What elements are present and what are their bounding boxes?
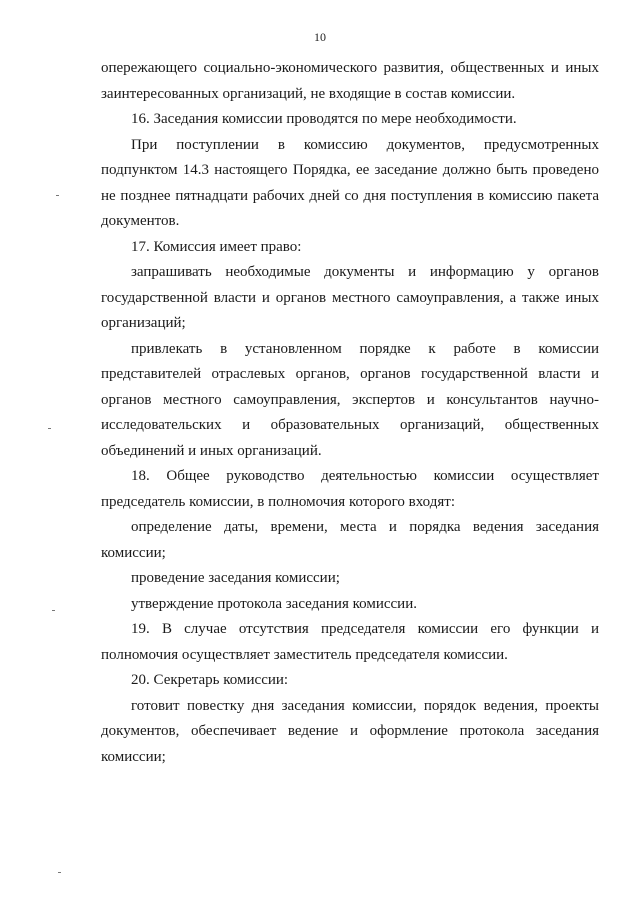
paragraph-18-item-1: определение даты, времени, места и порядка ведения заседания комиссии; (101, 519, 599, 561)
paragraph-18-item-2: проведение заседания комиссии; (131, 570, 340, 586)
paragraph-17-item-2: привлекать в установленном порядке к работе в комиссии представителей отраслевых органов, органов государственной власти и органов местного самоуправления, экспертов и консультантов научно-исследовательских и образовательных организаций, общественных объединений и иных организаций. (101, 340, 599, 459)
scan-speck (48, 428, 51, 429)
document-body (101, 56, 599, 770)
paragraph-16-detail: При поступлении в комиссию документов, предусмотренных подпунктом 14.3 настоящего Порядка, ее заседание должно быть проведено не позднее пятнадцати рабочих дней со дня поступления в комиссию пакета документов. (101, 136, 599, 229)
paragraph-20: 20. Секретарь комиссии: (131, 672, 289, 688)
scan-speck (56, 195, 59, 196)
scan-speck (52, 610, 55, 611)
page-number: 10 (314, 30, 326, 44)
paragraph-18-item-3: утверждение протокола заседания комиссии. (131, 595, 417, 612)
paragraph-17-item-1: запрашивать необходимые документы и информацию у органов государственной власти и органов местного самоуправления, а также иных организаций; (101, 264, 599, 331)
paragraph-17: 17. Комиссия имеет право: (131, 238, 302, 255)
paragraph-16: 16. Заседания комиссии проводятся по мере необходимости. (131, 111, 517, 127)
paragraph-20-item-1: готовит повестку дня заседания комиссии, порядок ведения, проекты документов, обеспечивает ведение и оформление протокола заседания комиссии; (101, 697, 599, 765)
paragraph-19: 19. В случае отсутствия председателя комиссии его функции и полномочия осуществляет заместитель председателя комиссии. (101, 621, 599, 663)
paragraph-18: 18. Общее руководство деятельностью комиссии осуществляет председатель комиссии, в полномочия которого входят: (101, 468, 599, 510)
scan-speck (58, 872, 61, 873)
paragraph-1: опережающего социально-экономического развития, общественных и иных заинтересованных организаций, не входящие в состав комиссии. (101, 60, 599, 102)
